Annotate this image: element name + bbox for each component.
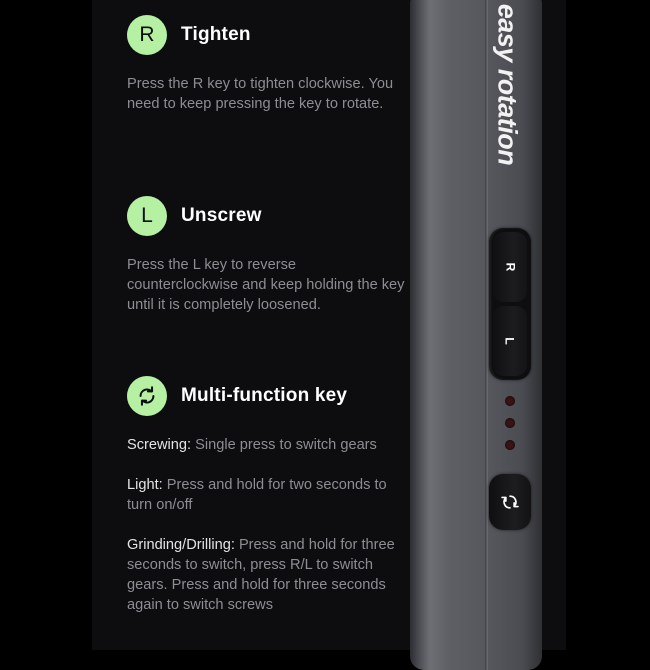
- l-badge: L: [127, 196, 167, 236]
- mode-light: [127, 475, 399, 515]
- r-key-button[interactable]: R: [493, 232, 527, 302]
- feature-multi-function: [127, 375, 399, 635]
- feature-title: Tighten: [181, 24, 251, 45]
- feature-header: [127, 195, 407, 237]
- mode-colon: :: [230, 537, 235, 553]
- indicator-light: [505, 440, 515, 450]
- rocker-switch: [489, 228, 531, 380]
- mode-term: Grinding/Drilling: [127, 537, 231, 553]
- feature-header: [127, 375, 399, 417]
- mode-grinding: [127, 535, 399, 615]
- feature-description: Press the R key to tighten clockwise. You need to keep pressing the key to rotate.: [127, 76, 394, 112]
- mode-term: Screwing: [127, 437, 188, 453]
- mode-text: Press and hold for two seconds to turn on/off: [127, 477, 387, 513]
- brand-logo: easy rotation: [492, 3, 523, 165]
- feature-title: Multi-function key: [181, 385, 348, 406]
- rotate-icon: [498, 492, 522, 512]
- l-key-button[interactable]: L: [493, 306, 527, 376]
- feature-description: Press the L key to reverse counterclockwise and keep holding the key until it is completely loosened.: [127, 257, 405, 313]
- mode-text: Single press to switch gears: [191, 437, 377, 453]
- feature-header: [127, 14, 407, 56]
- rotate-icon: [127, 376, 167, 416]
- mode-screwing: [127, 435, 399, 455]
- mode-term: Light: [127, 477, 159, 493]
- indicator-light: [505, 418, 515, 428]
- multi-function-button[interactable]: [489, 474, 531, 530]
- mode-text: Press and hold for three seconds to switch, press R/L to switch gears. Press and hold for three seconds again to switch screws: [127, 537, 395, 613]
- feature-unscrew: [127, 195, 407, 315]
- feature-title: Unscrew: [181, 205, 262, 226]
- r-badge: R: [127, 15, 167, 55]
- mode-colon: :: [187, 437, 192, 453]
- feature-tighten: [127, 14, 407, 114]
- mode-colon: :: [158, 477, 163, 493]
- indicator-light: [505, 396, 515, 406]
